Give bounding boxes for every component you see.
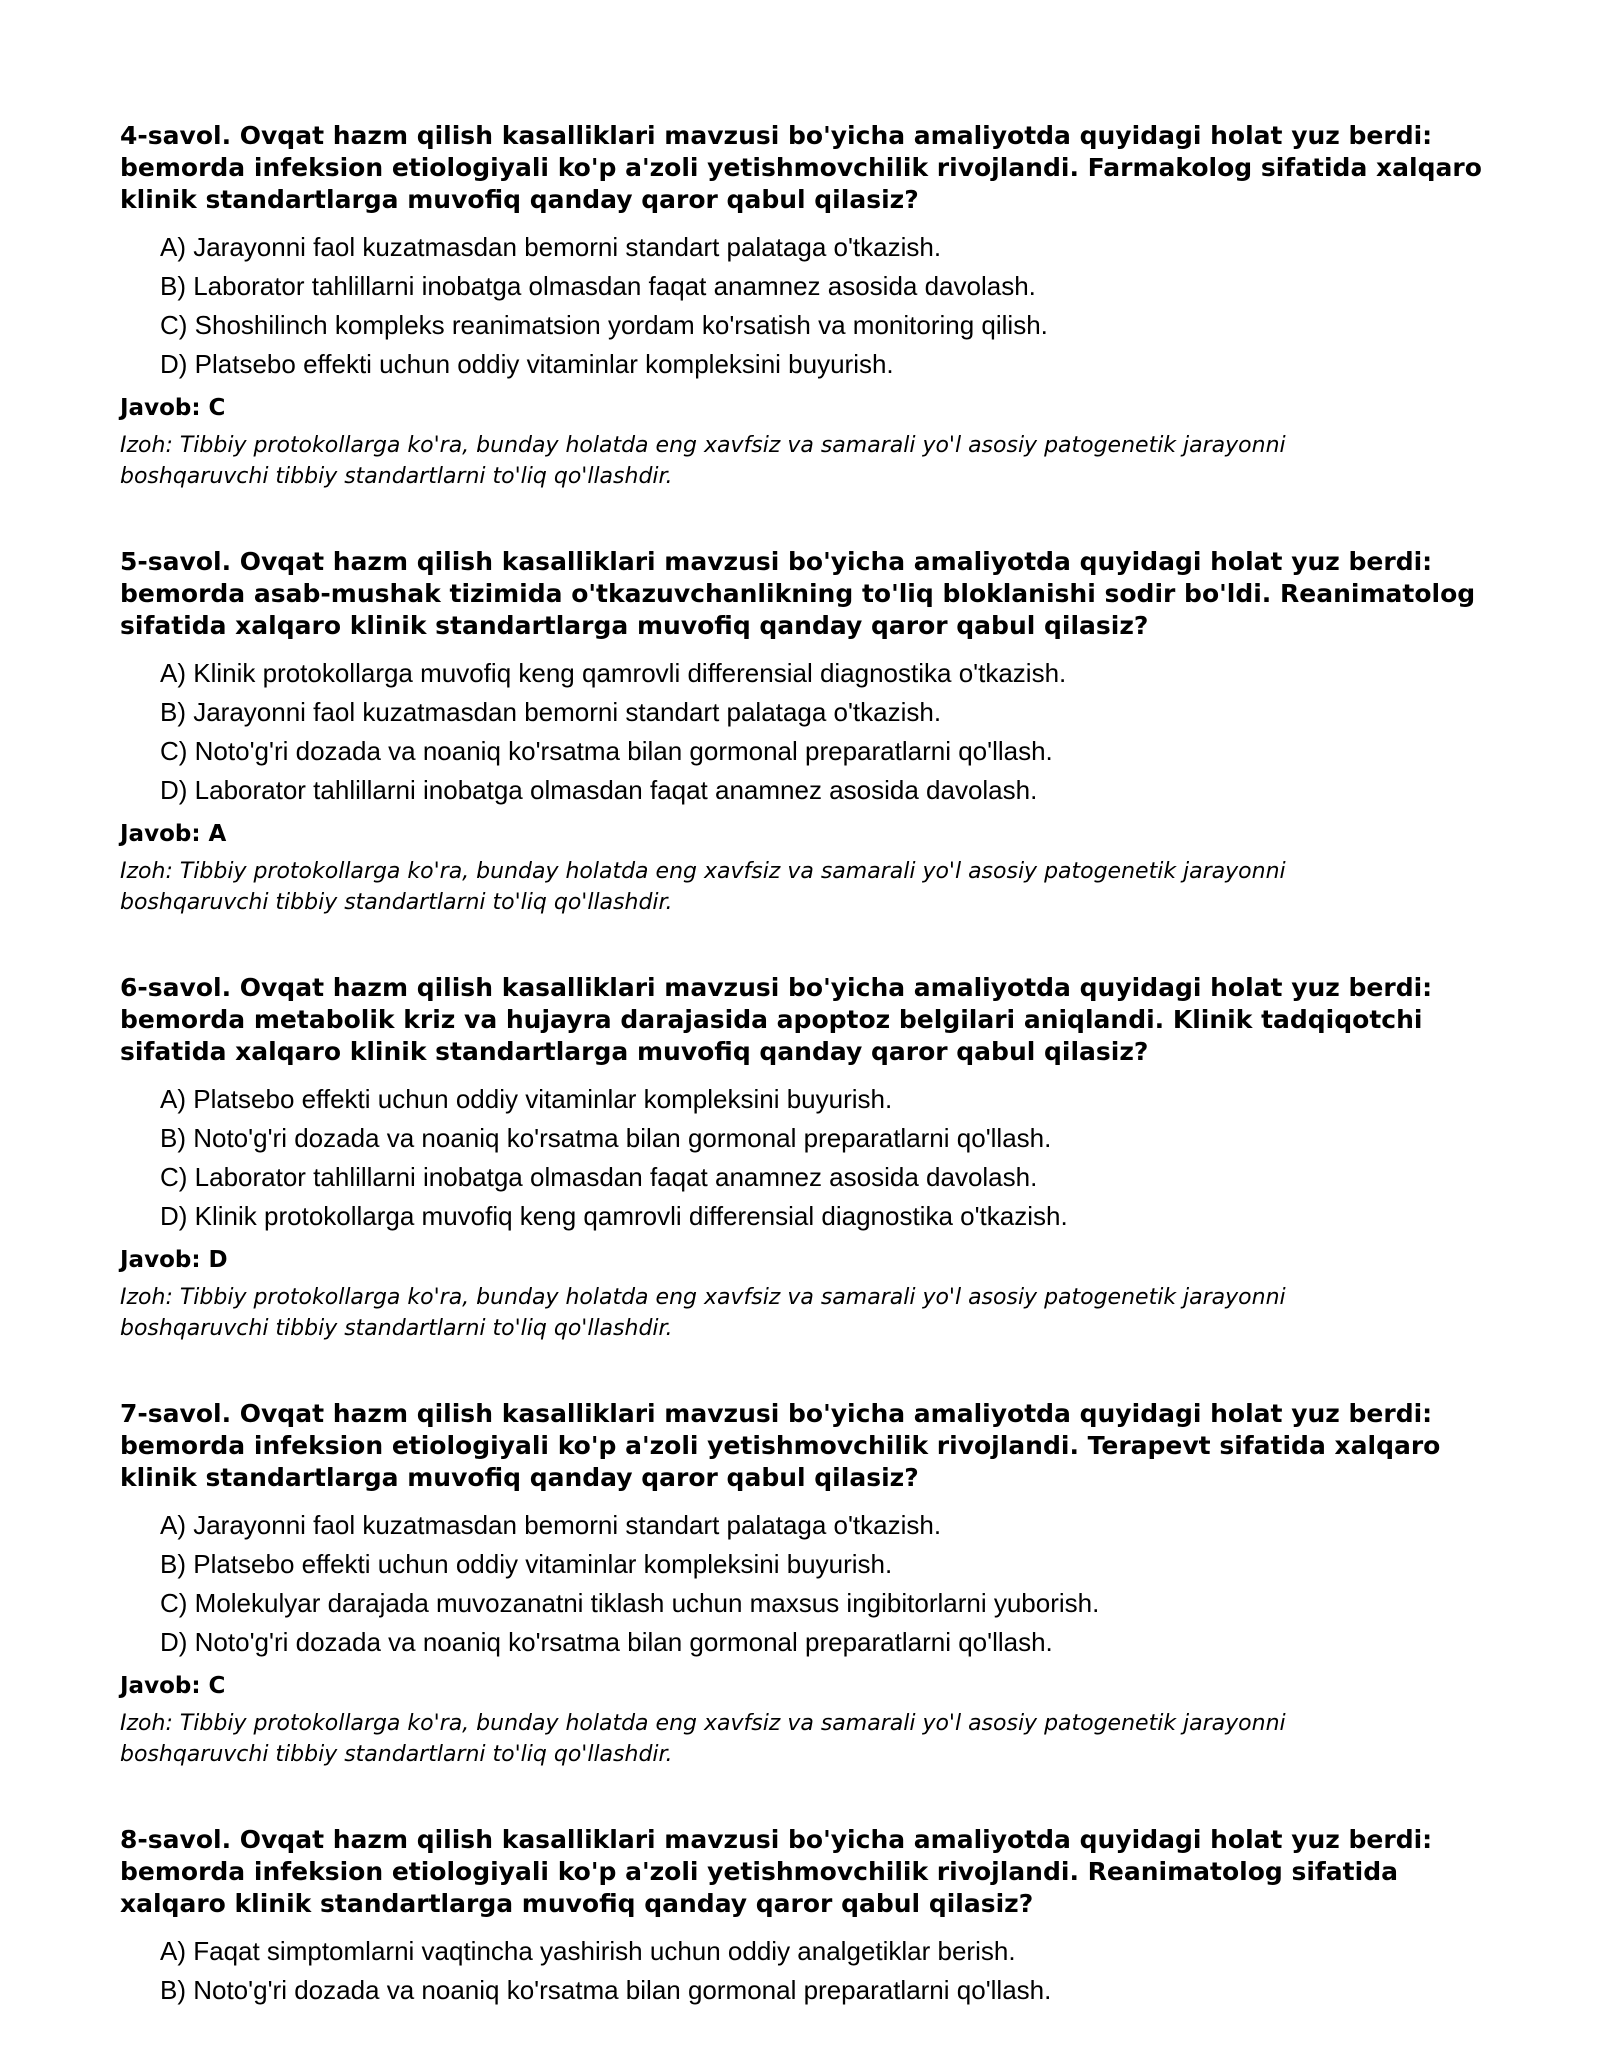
answer-options [120,1080,1500,1236]
question-7 [120,1398,1500,1770]
answer-key: Javob: C [120,1673,226,1699]
question-6 [120,972,1500,1344]
explanation-note: Izoh: Tibbiy protokollarga ko'ra, bunday holatda eng xavfsiz va samarali yo'l asosiy patogenetik jarayonni boshqaruvchi tibbiy standartlarni to'liq qo'llashdir. [120,1711,1286,1767]
question-title: 8-savol. Ovqat hazm qilish kasalliklari mavzusi bo'yicha amaliyotda quyidagi holat yuz berdi: bemorda infeksion etiologiyali ko'p a'zoli yetishmovchilik rivojlandi. Reanimatolog sifatida xalqaro klinik standartlarga muvofiq qanday qaror qabul qilasiz? [120,1825,1433,1918]
option-c: C) Noto'g'ri dozada va noaniq ko'rsatma bilan gormonal preparatlarni qo'llash. [160,736,1053,766]
explanation-note: Izoh: Tibbiy protokollarga ko'ra, bunday holatda eng xavfsiz va samarali yo'l asosiy patogenetik jarayonni boshqaruvchi tibbiy standartlarni to'liq qo'llashdir. [120,859,1286,915]
option-b: B) Platsebo effekti uchun oddiy vitaminlar kompleksini buyurish. [160,1549,893,1579]
option-b: B) Noto'g'ri dozada va noaniq ko'rsatma bilan gormonal preparatlarni qo'llash. [160,1975,1052,2005]
answer-options [120,654,1500,810]
document-page [120,120,1500,2064]
option-c: C) Shoshilinch kompleks reanimatsion yordam ko'rsatish va monitoring qilish. [160,310,1048,340]
option-a: A) Jarayonni faol kuzatmasdan bemorni standart palataga o'tkazish. [160,1510,942,1540]
option-b: B) Laborator tahlillarni inobatga olmasdan faqat anamnez asosida davolash. [160,271,1036,301]
option-b: B) Noto'g'ri dozada va noaniq ko'rsatma bilan gormonal preparatlarni qo'llash. [160,1123,1052,1153]
answer-key: Javob: C [120,395,226,421]
question-4 [120,120,1500,492]
option-a: A) Jarayonni faol kuzatmasdan bemorni standart palataga o'tkazish. [160,232,942,262]
option-a: A) Faqat simptomlarni vaqtincha yashirish uchun oddiy analgetiklar berish. [160,1936,1016,1966]
answer-options [120,228,1500,384]
question-8 [120,1824,1500,2010]
option-a: A) Klinik protokollarga muvofiq keng qamrovli differensial diagnostika o'tkazish. [160,658,1067,688]
option-d: D) Noto'g'ri dozada va noaniq ko'rsatma bilan gormonal preparatlarni qo'llash. [160,1627,1053,1657]
option-d: D) Laborator tahlillarni inobatga olmasdan faqat anamnez asosida davolash. [160,775,1038,805]
explanation-note: Izoh: Tibbiy protokollarga ko'ra, bunday holatda eng xavfsiz va samarali yo'l asosiy patogenetik jarayonni boshqaruvchi tibbiy standartlarni to'liq qo'llashdir. [120,433,1286,489]
explanation-note: Izoh: Tibbiy protokollarga ko'ra, bunday holatda eng xavfsiz va samarali yo'l asosiy patogenetik jarayonni boshqaruvchi tibbiy standartlarni to'liq qo'llashdir. [120,1285,1286,1341]
option-c: C) Laborator tahlillarni inobatga olmasdan faqat anamnez asosida davolash. [160,1162,1038,1192]
option-a: A) Platsebo effekti uchun oddiy vitaminlar kompleksini buyurish. [160,1084,893,1114]
question-title: 5-savol. Ovqat hazm qilish kasalliklari mavzusi bo'yicha amaliyotda quyidagi holat yuz berdi: bemorda asab-mushak tizimida o'tkazuvchanlikning to'liq bloklanishi sodir bo'ldi. Reanimatolog sifatida xalqaro klinik standartlarga muvofiq qanday qaror qabul qilasiz? [120,547,1476,640]
answer-options [120,1506,1500,1662]
answer-key: Javob: D [120,1247,228,1273]
question-title: 6-savol. Ovqat hazm qilish kasalliklari mavzusi bo'yicha amaliyotda quyidagi holat yuz berdi: bemorda metabolik kriz va hujayra darajasida apoptoz belgilari aniqlandi. Klinik tadqiqotchi sifatida xalqaro klinik standartlarga muvofiq qanday qaror qabul qilasiz? [120,973,1433,1066]
answer-options [120,1932,1500,2010]
answer-key: Javob: A [120,821,227,847]
option-d: D) Klinik protokollarga muvofiq keng qamrovli differensial diagnostika o'tkazish. [160,1201,1068,1231]
option-b: B) Jarayonni faol kuzatmasdan bemorni standart palataga o'tkazish. [160,697,942,727]
question-5 [120,546,1500,918]
question-title: 4-savol. Ovqat hazm qilish kasalliklari mavzusi bo'yicha amaliyotda quyidagi holat yuz berdi: bemorda infeksion etiologiyali ko'p a'zoli yetishmovchilik rivojlandi. Farmakolog sifatida xalqaro klinik standartlarga muvofiq qanday qaror qabul qilasiz? [120,121,1482,214]
option-d: D) Platsebo effekti uchun oddiy vitaminlar kompleksini buyurish. [160,349,894,379]
option-c: C) Molekulyar darajada muvozanatni tiklash uchun maxsus ingibitorlarni yuborish. [160,1588,1100,1618]
question-title: 7-savol. Ovqat hazm qilish kasalliklari mavzusi bo'yicha amaliyotda quyidagi holat yuz berdi: bemorda infeksion etiologiyali ko'p a'zoli yetishmovchilik rivojlandi. Terapevt sifatida xalqaro klinik standartlarga muvofiq qanday qaror qabul qilasiz? [120,1399,1441,1492]
